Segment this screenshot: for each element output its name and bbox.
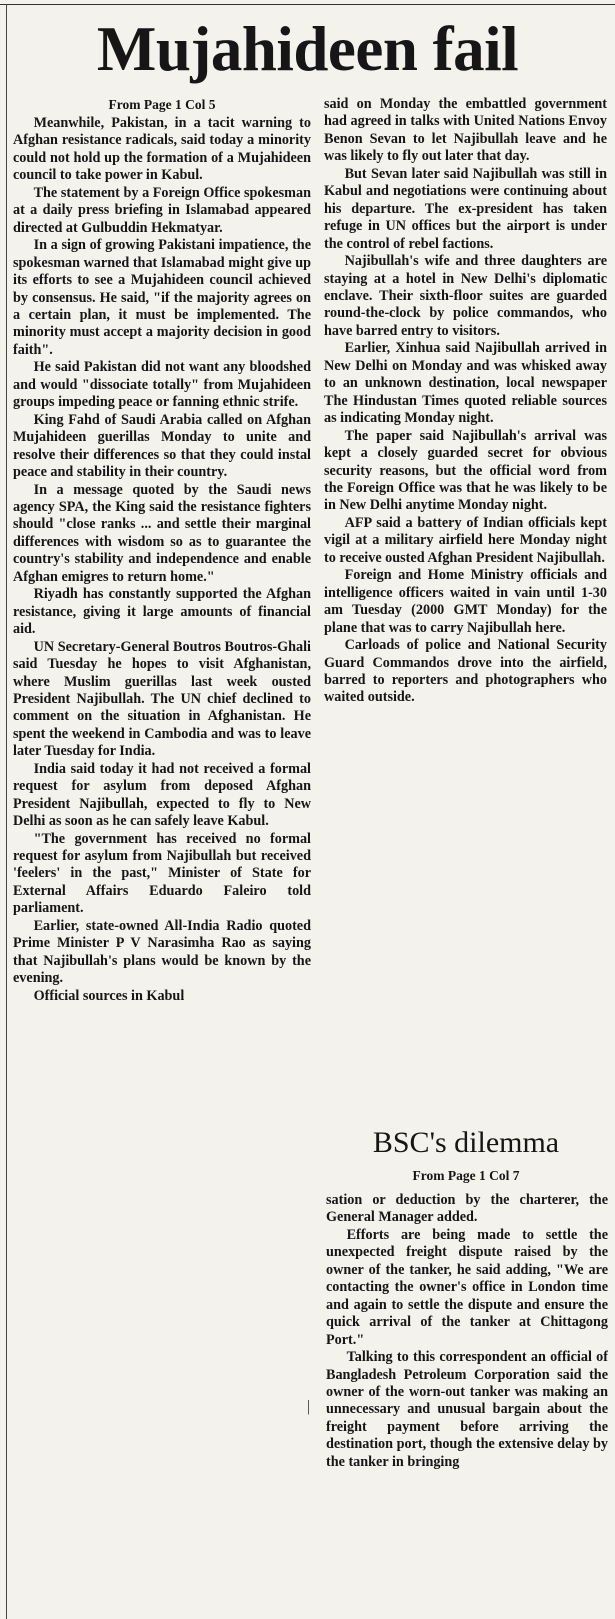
story-paragraph: UN Secretary-General Boutros Boutros-Ghali said Tuesday he hopes to visit Afghanistan, where Muslim guerillas last week ousted President Najibullah. The UN chief declined to comment on the situation in Afghanistan. He spent the weekend in Cambodia and was to leave later Tuesday for India. <box>13 638 311 760</box>
story-paragraph: India said today it had not received a formal request for asylum from deposed Afghan President Najibullah, expected to fly to New Delhi as soon as he can safely leave Kabul. <box>13 760 311 830</box>
left-margin-rule <box>6 4 7 1619</box>
story-paragraph: The paper said Najibullah's arrival was kept a closely guarded secret for obvious security reasons, but the official word from the Foreign Office was that he was likely to be in New Delhi anytime Monday night. <box>324 427 607 514</box>
story-paragraph: Foreign and Home Ministry officials and intelligence officers waited in vain until 1-30 am Tuesday (2000 GMT Monday) for the plane that was to carry Najibullah here. <box>324 567 607 636</box>
main-jump-line: From Page 1 Col 5 <box>108 97 216 112</box>
story-paragraph: "The government has received no formal request for asylum from Najibullah but received 'feelers' in the past," Minister of State for External Affairs Eduardo Faleiro told parliament. <box>13 830 311 917</box>
story-paragraph: Earlier, Xinhua said Najibullah arrived in New Delhi on Monday and was whisked away to an unknown destination, local newspaper The Hindustan Times quoted reliable sources as indicating Monday night. <box>324 340 607 427</box>
story-paragraph: The statement by a Foreign Office spokesman at a daily press briefing in Islamabad appeared directed at Gulbuddin Hekmatyar. <box>13 184 311 236</box>
second-headline: BSC's dilemma <box>372 1126 560 1159</box>
main-headline: Mujahideen fail <box>96 14 519 84</box>
story-paragraph: In a sign of growing Pakistani impatience, the spokesman warned that Islamabad might give up its efforts to see a Mujahideen council achieved by consensus. He said, "if the majority agrees on a certain plan, it must be implemented. The minority must accept a majority decision in good faith". <box>13 237 311 358</box>
main-story-left-column <box>13 96 311 1619</box>
story-paragraph: Efforts are being made to settle the unexpected freight dispute raised by the owner of the tanker, he said adding, "We are contacting the owner's office in London time and again to settle the dispute and ensure the quick arrival of the tanker at Chittagong Port." <box>326 1226 608 1348</box>
story-paragraph: Najibullah's wife and three daughters are staying at a hotel in New Delhi's diplomatic enclave. Their sixth-floor suites are guarded round-the-clock by police commandos, who have barred entry to visitors. <box>324 253 607 339</box>
story-paragraph: sation or deduction by the charterer, the General Manager added. <box>326 1192 608 1226</box>
second-jump-line: From Page 1 Col 7 <box>412 1168 520 1183</box>
margin-mark: | <box>307 1398 311 1415</box>
story-paragraph: In a message quoted by the Saudi news agency SPA, the King said the resistance fighters should "close ranks ... and settle their marginal differences with wisdom so as to guarantee the country's stability and independence and enable Afghan emigres to return home." <box>13 481 311 585</box>
story-paragraph: Earlier, state-owned All-India Radio quoted Prime Minister P V Narasimha Rao as saying that Najibullah's plans would be known by the evening. <box>13 917 311 987</box>
story-paragraph: But Sevan later said Najibullah was still in Kabul and negotiations were continuing about his departure. The ex-president has taken refuge in UN offices but the airport is under the control of rebel factions. <box>324 165 607 252</box>
top-rule <box>0 4 615 5</box>
story-paragraph: said on Monday the embattled government had agreed in talks with United Nations Envoy Benon Sevan to let Najibullah leave and he was likely to fly out later that day. <box>324 96 607 165</box>
story-paragraph: Riyadh has constantly supported the Afghan resistance, giving it large amounts of financial aid. <box>13 586 311 638</box>
story-paragraph: Official sources in Kabul <box>33 987 185 1004</box>
story-paragraph: Carloads of police and National Security Guard Commandos drove into the airfield, barred to reporters and photographers who waited outside. <box>324 637 607 706</box>
second-story-column <box>326 1192 608 1619</box>
story-paragraph: AFP said a battery of Indian officials kept vigil at a military airfield here Monday night to receive ousted Afghan President Najibullah. <box>324 514 607 566</box>
story-paragraph: Meanwhile, Pakistan, in a tacit warning to Afghan resistance radicals, said today a minority could not hold up the formation of a Mujahideen council to take power in Kabul. <box>13 115 311 184</box>
story-paragraph: Talking to this correspondent an official of Bangladesh Petroleum Corporation said the owner of the worn-out tanker was making an unnecessary and unusual bargain about the freight payment before arriving the destination port, though the extensive delay by the tanker in bringing <box>326 1349 608 1470</box>
story-paragraph: King Fahd of Saudi Arabia called on Afghan Mujahideen guerillas Monday to unite and resolve their differences so that they could instal peace and stability in their country. <box>13 411 311 481</box>
main-story-right-column <box>324 96 607 1101</box>
story-paragraph: He said Pakistan did not want any bloodshed and would "dissociate totally" from Mujahideen groups impeding peace or fanning ethnic strife. <box>13 359 311 411</box>
